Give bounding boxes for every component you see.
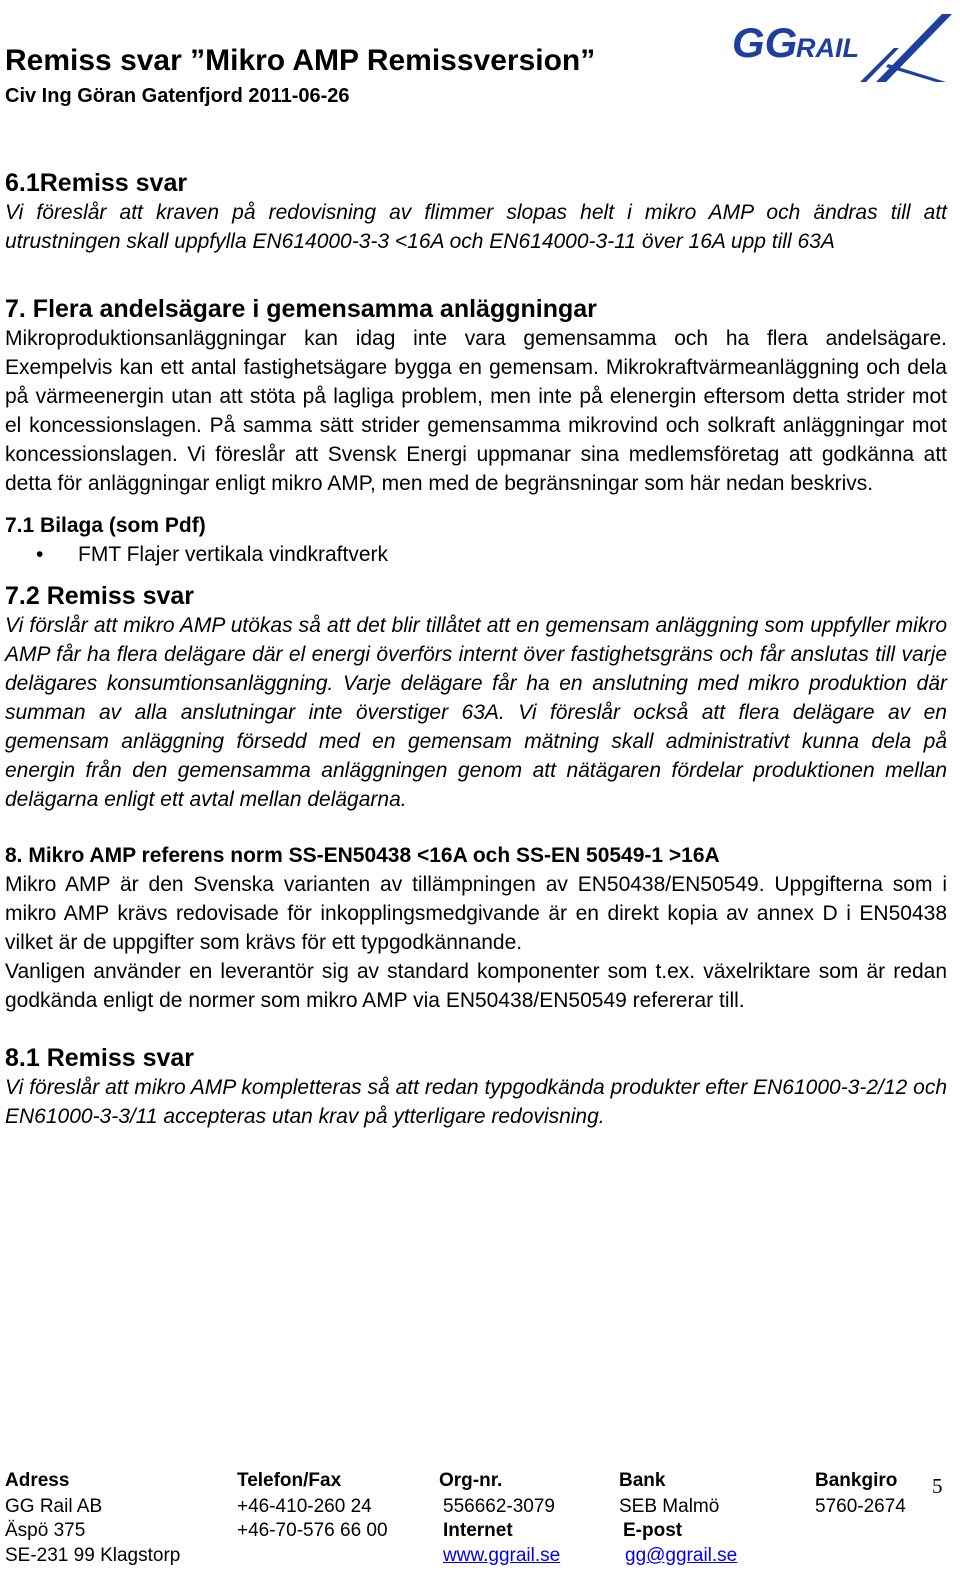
section-8-1-text: Vi föreslår att mikro AMP kompletteras så att redan typgodkända produkter efter EN61000-3-2/12 och EN61000-3-3/11 accepteras utan krav på ytterligare redovisning. (5, 1076, 947, 1128)
bullet-icon: • (36, 543, 44, 566)
footer-company: GG Rail AB (5, 1496, 103, 1517)
footer-bank-value: SEB Malmö (619, 1496, 720, 1517)
website-link[interactable]: www.ggrail.se (443, 1545, 561, 1566)
ggrail-logo (728, 4, 956, 90)
attachment-list-item (5, 540, 947, 569)
document-title: Remiss svar ”Mikro AMP Remissversion” (5, 44, 596, 77)
footer-label-address: Adress (5, 1470, 70, 1491)
section-8-text-2: Vanligen använder en leverantör sig av standard komponenter som t.ex. växelriktare som är redan godkända enligt de normer som mikro AMP via EN50438/EN50549 refererar till. (5, 960, 947, 1012)
footer-label-bank: Bank (619, 1470, 666, 1491)
section-7-heading: 7. Flera andelsägare i gemensamma anläggningar (5, 295, 597, 323)
section-7-2-heading: 7.2 Remiss svar (5, 582, 195, 610)
footer-orgnr-value: 556662-3079 (443, 1496, 555, 1517)
section-6-1-text: Vi föreslår att kraven på redovisning av flimmer slopas helt i mikro AMP och ändras till att utrustningen skall uppfylla EN614000-3-3 <16A och EN614000-3-11 över 16A upp till 63A (5, 201, 947, 253)
section-7-1-heading: 7.1 Bilaga (som Pdf) (5, 514, 206, 537)
logo-text-gg: GG (732, 19, 798, 66)
footer-label-bankgiro: Bankgiro (815, 1470, 898, 1491)
attachment-label: FMT Flajer vertikala vindkraftverk (78, 543, 389, 566)
section-6-1-heading: 6.1Remiss svar (5, 169, 188, 197)
footer-label-orgnr: Org-nr. (439, 1470, 503, 1491)
footer-postal: SE-231 99 Klagstorp (5, 1545, 181, 1566)
footer-bankgiro-value: 5760-2674 (815, 1496, 906, 1517)
footer-label-email: E-post (623, 1520, 683, 1541)
footer-phone-2: +46-70-576 66 00 (237, 1520, 388, 1541)
section-7-2-text: Vi förslår att mikro AMP utökas så att det blir tillåtet att en gemensam anläggning som uppfyller mikro AMP får ha flera delägare där el energi överförs internt över fastighetsgräns och får anslutas till varje delägares konsumtionsanläggning. Varje delägare får ha en anslutning med mikro produktion där summan av alla anslutningar inte överstiger 63A. Vi föreslår också att flera delägare av en gemensam anläggning försedd med en gemensam mätning skall administrativt kunna dela på energin från den gemensamma anläggningen genom att nätägaren fördelar produktionen mellan delägarna enligt ett avtal mellan delägarna. (5, 614, 947, 811)
footer-phone-1: +46-410-260 24 (237, 1496, 372, 1517)
section-7-text: Mikroproduktionsanläggningar kan idag inte vara gemensamma och ha flera andelsägare. Exempelvis kan ett antal fastighetsägare bygga en gemensam. Mikrokraftvärmeanläggning och dela på värmeenergin utan att stöta på lagliga problem, men inte på elenergin eftersom detta strider mot el koncessionslagen. På samma sätt strider gemensamma mikrovind och solkraft anläggningar mot koncessionslagen. Vi föreslår att Svensk Energi uppmanar sina medlemsföretag att godkänna att detta för anläggningar enligt mikro AMP, men med de begränsningar som här nedan beskrivs. (5, 327, 947, 495)
logo-text-rail: RAIL (796, 33, 859, 63)
section-8-1-heading: 8.1 Remiss svar (5, 1044, 195, 1072)
footer-label-phone: Telefon/Fax (237, 1470, 342, 1491)
section-8-text-1: Mikro AMP är den Svenska varianten av tillämpningen av EN50438/EN50549. Uppgifterna som i mikro AMP krävs redovisade för inkopplingsmedgivande är en direkt kopia av annex D i EN50438 vilket är de uppgifter som krävs för ett typgodkännande. (5, 873, 947, 954)
section-8-heading: 8. Mikro AMP referens norm SS-EN50438 <16A och SS-EN 50549-1 >16A (5, 844, 720, 867)
page-number: 5 (932, 1474, 943, 1498)
footer-label-internet: Internet (443, 1520, 513, 1541)
email-link[interactable]: gg@ggrail.se (625, 1545, 738, 1566)
document-author-date: Civ Ing Göran Gatenfjord 2011-06-26 (5, 85, 350, 107)
document-body (5, 168, 947, 1131)
footer-street: Äspö 375 (5, 1520, 86, 1541)
